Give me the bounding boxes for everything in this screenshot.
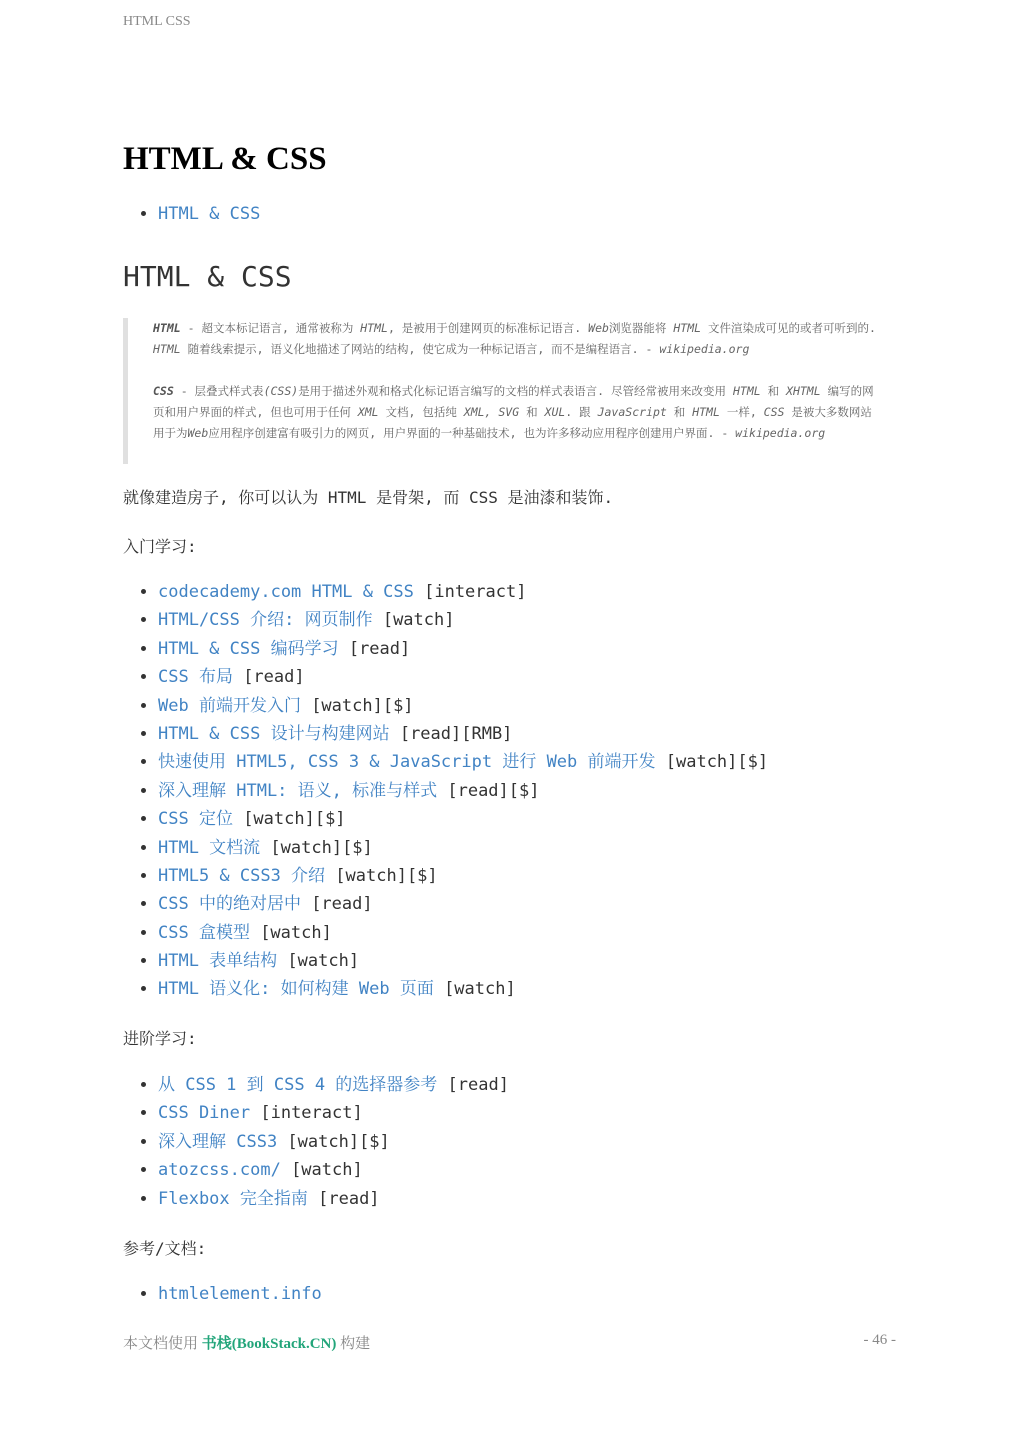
resource-tag: [watch] — [277, 951, 360, 972]
resource-tag: [watch][$] — [300, 695, 414, 716]
list-item — [158, 1099, 509, 1127]
em-fragment: (CSS) — [263, 384, 299, 398]
resource-tag: [watch] — [372, 610, 455, 631]
text-fragment: . 跟 — [565, 405, 598, 419]
resource-link[interactable]: HTML/CSS 介绍: 网页制作 — [158, 610, 373, 631]
resource-tag: [interact] — [413, 582, 527, 602]
footer-suffix: 构建 — [336, 1336, 371, 1352]
toc-link[interactable]: HTML & CSS — [158, 204, 261, 224]
resource-tag: [watch][$] — [277, 1131, 390, 1152]
list-item — [158, 890, 768, 918]
em-fragment: XUL — [544, 405, 566, 419]
list-item — [158, 834, 768, 862]
text-fragment: 和 — [666, 405, 693, 419]
list-item — [158, 606, 768, 634]
text-fragment: 文件渲染成可见的或者可听到的. — [701, 321, 876, 335]
section-heading: HTML & CSS — [123, 260, 292, 293]
resource-link[interactable]: HTML & CSS 设计与构建网站 — [158, 723, 390, 744]
advanced-list — [123, 1071, 509, 1213]
resource-tag: [read][RMB] — [389, 723, 513, 744]
text-fragment: 一样, — [719, 405, 764, 419]
resource-link[interactable]: 快速使用 HTML5, CSS 3 & JavaScript 进行 Web 前端开发 — [158, 752, 656, 773]
text-fragment: 随着线索提示, 语义化地描述了网站的结构, 使它成为一种标记语言, 而不是编程语言. - — [180, 342, 660, 356]
em-fragment: Web — [588, 321, 609, 335]
list-item — [158, 1128, 509, 1156]
list-item — [158, 635, 768, 663]
resource-link[interactable]: HTML 文档流 — [158, 837, 261, 858]
resource-tag: [watch][$] — [325, 865, 438, 886]
em-fragment: XML, SVG — [463, 405, 520, 419]
page-title: HTML & CSS — [123, 141, 327, 177]
resource-link[interactable]: CSS 布局 — [158, 667, 233, 688]
em-fragment: HTML — [673, 321, 702, 335]
advanced-heading: 进阶学习: — [123, 1029, 197, 1048]
resource-link[interactable]: htmlelement.info — [158, 1284, 322, 1304]
beginner-heading: 入门学习: — [123, 537, 197, 556]
toc-item — [158, 200, 260, 228]
list-item — [158, 777, 768, 805]
toc-list — [123, 200, 260, 228]
resource-link[interactable]: 从 CSS 1 到 CSS 4 的选择器参考 — [158, 1075, 438, 1095]
resource-link[interactable]: CSS Diner — [158, 1103, 251, 1124]
resource-link[interactable]: Flexbox 完全指南 — [158, 1188, 308, 1209]
resource-tag: [read] — [232, 667, 305, 688]
definition-blockquote — [123, 318, 883, 464]
css-term: CSS — [153, 384, 174, 398]
source-citation: wikipedia.org — [659, 342, 750, 356]
em-fragment: Web — [187, 426, 209, 440]
resource-tag: [watch][$] — [655, 752, 769, 773]
resource-tag: [read] — [307, 1188, 380, 1209]
list-item — [158, 975, 768, 1003]
text-fragment: 和 — [760, 384, 787, 398]
running-header: HTML CSS — [123, 14, 191, 29]
resource-link[interactable]: CSS 盒模型 — [158, 922, 250, 943]
resource-tag: [watch][$] — [260, 837, 373, 858]
resource-link[interactable]: CSS 定位 — [158, 809, 233, 830]
list-item — [158, 919, 768, 947]
resource-link[interactable]: HTML 语义化: 如何构建 Web 页面 — [158, 979, 434, 1000]
resource-tag: [watch] — [280, 1160, 363, 1181]
list-item — [158, 1280, 322, 1308]
text-fragment: 应用程序创建富有吸引力的网页, 用户界面的一种基础技术, 也为许多移动应用程序创建用户界面. - — [208, 426, 736, 440]
em-fragment: HTML — [360, 321, 388, 335]
em-fragment: JavaScript — [597, 405, 667, 419]
css-definition — [153, 381, 883, 444]
text-fragment: - 层叠式样式表 — [173, 384, 264, 398]
text-fragment: - 超文本标记语言, 通常被称为 — [180, 321, 361, 335]
list-item — [158, 578, 768, 606]
list-item — [158, 663, 768, 691]
em-fragment: HTML — [153, 342, 181, 356]
resource-tag: [read] — [300, 894, 373, 915]
page-number: - 46 - — [863, 1332, 896, 1348]
em-fragment: HTML — [732, 384, 761, 398]
footer-brand-link[interactable]: 书栈(BookStack.CN) — [201, 1336, 337, 1352]
em-fragment: HTML — [692, 405, 720, 419]
list-item — [158, 692, 768, 720]
text-fragment: , 是被用于创建网页的标准标记语言. — [387, 321, 589, 335]
list-item — [158, 805, 768, 833]
em-fragment: CSS — [763, 405, 785, 419]
resource-link[interactable]: 深入理解 CSS3 — [158, 1131, 278, 1152]
source-citation: wikipedia.org — [735, 426, 826, 440]
resource-link[interactable]: HTML & CSS 编码学习 — [158, 638, 339, 659]
text-fragment: 文档, 包括纯 — [378, 405, 464, 419]
resource-tag: [interact] — [250, 1103, 363, 1124]
em-fragment: XML — [357, 405, 379, 419]
resource-tag: [read] — [437, 1075, 509, 1095]
list-item — [158, 1071, 509, 1099]
resource-link[interactable]: 深入理解 HTML: 语义, 标准与样式 — [158, 780, 438, 801]
resource-link[interactable]: atozcss.com/ — [158, 1160, 281, 1181]
resource-tag: [watch] — [433, 979, 516, 1000]
intro-sentence: 就像建造房子, 你可以认为 HTML 是骨架, 而 CSS 是油漆和装饰. — [123, 488, 614, 507]
page-footer — [123, 1332, 370, 1353]
text-fragment: 是被大多数网站用于为 — [153, 405, 872, 440]
beginner-list — [123, 578, 768, 1004]
resource-link[interactable]: HTML5 & CSS3 介绍 — [158, 865, 326, 886]
resource-tag: [watch][$] — [232, 809, 346, 830]
text-fragment: 编写的网页和用户界面的样式, 但也可用于任何 — [153, 384, 874, 419]
list-item — [158, 1185, 509, 1213]
list-item — [158, 862, 768, 890]
list-item — [158, 1156, 509, 1184]
resource-link[interactable]: HTML 表单结构 — [158, 951, 278, 972]
html-term: HTML — [153, 321, 181, 335]
text-fragment: 和 — [519, 405, 545, 419]
em-fragment: XHTML — [786, 384, 821, 398]
resource-link[interactable]: codecademy.com HTML & CSS — [158, 582, 414, 602]
footer-prefix: 本文档使用 — [123, 1336, 202, 1352]
text-fragment: 浏览器能将 — [608, 321, 674, 335]
reference-heading: 参考/文档: — [123, 1239, 207, 1258]
resource-tag: [watch] — [249, 922, 332, 943]
resource-tag: [read][$] — [437, 780, 540, 801]
list-item — [158, 748, 768, 776]
resource-tag: [read] — [338, 638, 411, 659]
html-definition — [153, 318, 883, 360]
list-item — [158, 720, 768, 748]
list-item — [158, 947, 768, 975]
reference-list — [123, 1280, 322, 1308]
text-fragment: 是用于描述外观和格式化标记语言编写的文档的样式表语言. 尽管经常被用来改变用 — [298, 384, 733, 398]
resource-link[interactable]: CSS 中的绝对居中 — [158, 894, 301, 915]
resource-link[interactable]: Web 前端开发入门 — [158, 695, 301, 716]
